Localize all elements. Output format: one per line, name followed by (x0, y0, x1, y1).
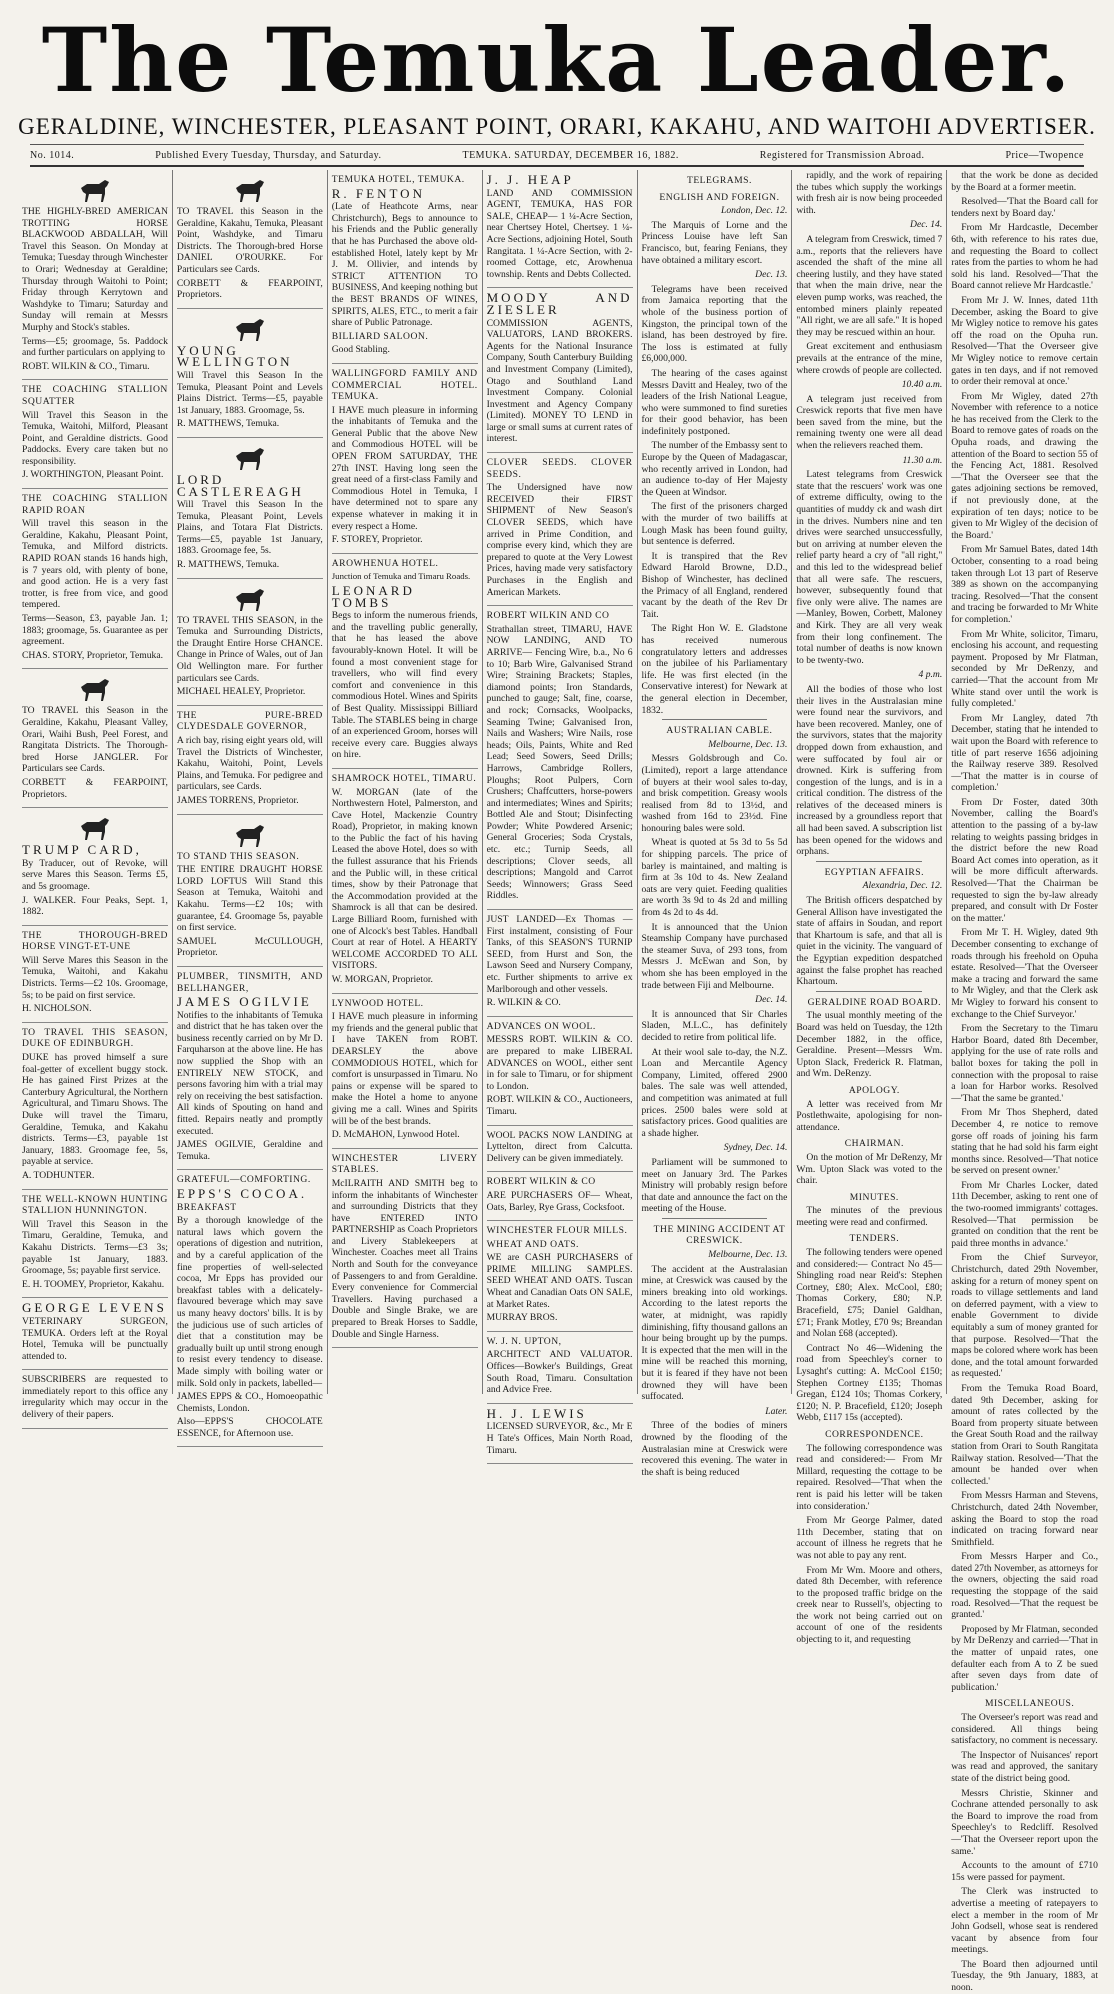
advert-lord-loftus (177, 815, 323, 967)
news-paragraph: From Mr Langley, dated 7th December, stating that he intended to wait upon the Board with reference to title of part reserve 1656 adjoining the Railway reserve 389. Resolved—'That the matter is in course of completion.' (951, 712, 1098, 794)
registration-note: Registered for Transmission Abroad. (759, 149, 925, 161)
advert-terms: Terms—£5; groomage, 5s. Paddock and further particulars on applying to (22, 335, 168, 359)
news-paragraph: Messrs Christie, Skinner and Cochrane attended personally to ask the Board to improve the road from Speechley's to Redcliff. Resolved—'That the Overseer report upon the same.' (951, 1787, 1098, 1857)
horse-icon (230, 821, 270, 849)
advert-text: By Traducer, out of Revoke, will serve Mares this Season. Terms £5, and 5s groomage. (22, 857, 168, 892)
advert-terms: Terms—Season, £3, payable Jan. 1; 1883; groomage, 5s. Guarantee as per agreement. (22, 613, 168, 648)
advert-squatter (22, 380, 168, 489)
advert-signature: JAMES EPPS & CO., Homoeopathic Chemists, London. (176, 1391, 323, 1414)
advert-subheading: WHEAT AND OATS. (486, 1238, 579, 1250)
advert-wool-packs (487, 1126, 633, 1173)
advert-signature: JAMES TORRENS, Proprietor. (176, 794, 299, 806)
advert-signature: A. TODHUNTER. (22, 1169, 95, 1181)
advert-text: Will Travel this Season In the Temuka, Pleasant Point, Levels Plains, and Totara Flat Districts. Terms—£5, payable 1st January, 1883. Groomage fee, 5s. (176, 499, 323, 557)
news-paragraph: From Mr Thos Shepherd, dated December 4, re notice to remove gorse off roads of joining his farm stating that he had sold his farm eight months since. Resolved—'That notice be served on present owner.' (951, 1107, 1098, 1177)
advert-signature: MURRAY BROS. (486, 1312, 558, 1324)
advert-upton (487, 1332, 633, 1404)
minute-subheading: CORRESPONDENCE. (825, 1428, 924, 1440)
advert-epps-cocoa (177, 1170, 323, 1447)
news-paragraph: The following correspondence was read and considered:— From Mr Millard, requesting the cottage to be repaired. Resolved—'That when the rent is paid his letter will be taken into consideration.' (796, 1442, 943, 1512)
advert-heading: THE COACHING STALLION RAPID ROAN (22, 493, 168, 516)
advert-subheading: Junction of Temuka and Timaru Roads. (331, 571, 471, 582)
news-paragraph: From Messrs Harper and Co., dated 27th November, as attorneys for the owners, objecting the said road requesting the stoppage of the said road. Resolved—'That the request be granted.' (951, 1551, 1098, 1621)
divider (816, 991, 922, 992)
advert-text: Will Travel this Season in the Temuka, Waitohi, Milford, Pleasant Point, and Geraldine districts. Good Paddocks. Every care taken but no responsibility. (22, 409, 168, 467)
news-paragraph: The Right Hon W. E. Gladstone has received numerous congratulatory letters and addresses on the jubilee of his Parliamentary life. He was first elected (in the Conservative interest) for Newark at the general election in December, 1832. (641, 623, 788, 716)
advert-subheading: BREAKFAST (176, 1201, 237, 1213)
advert-text: ARE PURCHASERS OF— Wheat, Oats, Barley, Rye Grass, Cocksfoot. (486, 1189, 633, 1213)
news-paragraph: From the Chief Surveyor, Christchurch, dated 29th November, asking for a return of money spent on roads to village settlements and land on deferred payment, with a view to enable Government to divide equitably a sum of money granted for that purpose. Resolved—'That the maps be colored where work has been done, and the total amount forwarded as requested.' (951, 1252, 1098, 1380)
advert-heading: YOUNG WELLINGTON (176, 342, 293, 370)
news-paragraph: From Mr White, solicitor, Timaru, enclosing his account, and requesting payment. Proposed by Mr Flatman, seconded by Mr DeRenzy, and carried—'That the account from Mr White stand over until the work is fully completed.' (951, 628, 1098, 710)
news-paragraph: From Mr Samuel Bates, dated 14th October, consenting to a road being taken through Lot 13 part of Reserve 389 as shown on the accompanying tracing. Resolved—'That the consent and tracing be forwarded to Mr White for completion.' (951, 544, 1098, 625)
issue-info-bar (30, 144, 1084, 167)
advert-text: Strathallan street, TIMARU, HAVE NOW LANDING, AND TO ARRIVE— Fencing Wire, b.a., No 6 to 10; Barb Wire, Galvanised Strand Wire; Straining Brackets; Staples, diamond points; Iron Standards, punched to gauge; Salt, fine, coarse, and rock; Cornsacks, Woolpacks, Seaming Twine; Galvanised Iron, Nails and Washers; Wire Nails, rose heads; Oils, Paints, White and Red Lead; Seed Sowers, Seed Drills; Harrows, Cambridge Rollers, Ploughs; Root Pulpers, Corn Crushers; Chaffcutters, horse-powers and intermediates; Wines and Spirits; Bottled Ale and Stout; Disinfecting Powder; White Powdered Arsenic; General Groceries; Soda Crystals, etc. etc.; Turnip Seeds, all descriptions; Clover seeds, all descriptions; Mangold and Carrot Seeds; Winnowers; Grass Seed Riddles. (486, 623, 633, 902)
column-2 (173, 170, 328, 1439)
advert-name: W. J. N. UPTON, (486, 1335, 562, 1347)
minute-subheading: TENDERS. (849, 1233, 900, 1245)
news-paragraph: A telegram just received from Creswick reports that five men have been saved from the mine, but the remaining twenty one were all dead when the relievers reached them. (796, 393, 943, 452)
divider (662, 1218, 768, 1219)
news-paragraph: The hearing of the cases against Messrs Davitt and Healey, two of the leaders of the Irish National League, who were summoned to find sureties for their good behavior, has been indefinitely postponed. (641, 367, 788, 437)
news-paragraph: At their wool sale to-day, the N.Z. Loan and Mercantile Agency Company, Limited, offered 2900 bales. The sale was well attended, and competition was animated at full prices. 2500 bales were sold at satisfactory prices. Good qualities are a shade higher. (641, 1046, 788, 1139)
advert-text: ARCHITECT AND VALUATOR. Offices—Bowker's Buildings, Great South Road, Timaru. Consultation and Advice Free. (486, 1349, 633, 1396)
section-heading-telegrams: TELEGRAMS. (686, 175, 752, 186)
horse-icon (230, 315, 270, 343)
advert-heap (487, 170, 633, 288)
masthead (0, 0, 1114, 172)
news-paragraph: From the Secretary to the Timaru Harbor Board, dated 8th December, applying for the use of rate rolls and ballot boxes for taking the poll in connection with the proposal to raise a loan for Harbor works. Resolved—'That the same be granted.' (951, 1023, 1098, 1104)
advert-signature: JAMES OGILVIE, Geraldine and Temuka. (176, 1139, 323, 1162)
advert-text: SUBSCRIBERS are requested to immediately report to this office any irregularity which may occur in the delivery of their papers. (22, 1374, 168, 1421)
advert-footer: Good Stabling. (331, 344, 390, 356)
advert-heading: WINCHESTER LIVERY STABLES. (331, 1152, 478, 1176)
advert-winchester-livery (332, 1149, 478, 1349)
advert-text: WE are CASH PURCHASERS of PRIME MILLING SAMPLES. SEED WHEAT AND OATS. Tuscan Wheat and Canadian Oats ON SALE, at Market Rates. (486, 1252, 633, 1310)
divider (662, 719, 768, 720)
advert-wallingford-hotel (332, 364, 478, 554)
news-paragraph: All the bodies of those who lost their lives in the Australasian mine were found near the survivors, and have been recovered. Manley, one of the survivors, states that the majority dropped down from exhaustion, and were suffocated by foul air or drowned. Kirk is suffering from congestion of the lungs, and is in a critical condition. The distress of the relatives of the deceased miners is increased by a groundless report that all had been saved. A subscription list has been opened for the widows and orphans. (796, 683, 943, 858)
advert-chance (177, 579, 323, 706)
column-6 (792, 170, 947, 1646)
advert-signature: MICHAEL HEALEY, Proprietor. (176, 686, 306, 698)
news-paragraph: The Board then adjourned until Tuesday, the 9th January, 1883, at noon. (951, 1958, 1098, 1994)
advert-signature: ROBT. WILKIN & CO., Auctioneers, Timaru. (486, 1094, 633, 1117)
minute-subheading: MINUTES. (849, 1191, 899, 1203)
advert-text: TO TRAVEL THIS SEASON, in the Temuka and Surrounding Districts, the Draught Entire Horse CHANCE. Change in Prince of Wales, out of Jan Old Wellington mare. For further particulars see Cards. (176, 614, 323, 684)
advert-young-wellington (177, 309, 323, 438)
column-3 (328, 170, 483, 1394)
advert-name: R. FENTON (331, 185, 425, 201)
advert-daniel-orourke (177, 170, 323, 309)
news-paragraph: The number of the Embassy sent to Europe by the Queen of Madagascar, who recently arrived in London, had an audience to-day of Her Majesty the Queen at Windsor. (641, 440, 788, 498)
horse-icon (75, 176, 115, 204)
advert-text: Will Serve Mares this Season in the Temuka, Waitohi, and Kakahu Districts. Terms—£2 10s. Groomage, 5s; to be paid on first service. (22, 954, 168, 1001)
advert-text: COMMISSION AGENTS, VALUATORS, LAND BROKERS. Agents for the National Insurance Company, South Canterbury Building and Investment Company (Limited), Otago and Southland Land Investment Company. Colonial Investment and Agency Company (Limited). MONEY TO LEND in large or small sums at current rates of interest. (486, 317, 633, 445)
issue-number: No. 1014. (30, 149, 75, 161)
news-paragraph: From Messrs Harman and Stevens, Christchurch, dated 24th November, asking the Board to stop the road indicated on tracing forward near Smithfield. (951, 1490, 1098, 1548)
advert-text: (Late of Heathcote Arms, near Christchurch), Begs to announce to his Friends and the Public generally that he has Purchased the above old-established Hotel, lately kept by Mr J. M. Ollivier, and intends by STRICT ATTENTION TO BUSINESS, And keeping nothing but the BEST BRANDS OF WINES, SPIRITS, ALES, ETC., to merit a fair share of Public Patronage. (331, 201, 478, 329)
subscribers-notice (22, 1370, 168, 1428)
advert-name: J. J. HEAP (486, 172, 574, 187)
advert-text: By a thorough knowledge of the natural laws which govern the operations of digestion and nutrition, and by a careful application of the fine properties of well-selected cocoa, Mr Epps has provided our breakfast tables with a delicately-flavoured beverage which may save us many heavy doctors' bills. It is by the judicious use of such articles of diet that a constitution may be gradually built up until strong enough to resist every tendency to disease. Made simply with boiling water or milk. Sold only in packets, labelled— (176, 1215, 323, 1389)
advert-clover-seeds (487, 453, 633, 606)
advert-text: DUKE has proved himself a sure foal-getter of excellent buggy stock. He has gained First Prizes at the Canterbury Agricultural, the Northern Agricultural, and Timaru Shows. The Duke will travel the Timaru, Geraldine, Temuka, and Kakahu districts. Terms—£3, payable 1st January, 1883. Groomage fee, 5s, payable at service. (22, 1052, 168, 1168)
news-paragraph: Three of the bodies of miners drowned by the flooding of the Australasian mine at Creswick were recovered this evening. The water in the shaft is being reduced (641, 1420, 788, 1478)
advert-winchester-flour-mills (487, 1221, 633, 1332)
news-paragraph: Wheat is quoted at 5s 3d to 5s 5d for shipping parcels. The price of barley is maintained, and malting is firm at 3s 10d to 4s. New Zealand oats are very quiet. Feeding qualities are worth 3s 9d to 4s 2d and milling from 4s 2d to 4s 4d. (641, 837, 788, 919)
news-paragraph: The first of the prisoners charged with the murder of two bailiffs at Lough Mask has been found guilty, but sentence is deferred. (641, 501, 788, 548)
advert-signature: J. WALKER. Four Peaks, Sept. 1, 1882. (22, 894, 168, 918)
dateline: 10.40 a.m. (901, 379, 943, 391)
advert-name: LEONARD TOMBS (331, 583, 415, 610)
price: Price—Twopence (1005, 149, 1084, 161)
dateline: 4 p.m. (918, 669, 943, 681)
advert-duke-of-edinburgh (22, 1023, 168, 1190)
news-paragraph: The Clerk was instructed to advertise a meeting of ratepayers to elect a member in the room of Mr John Godsell, whose seat is rendered vacant by absence from four meetings. (951, 1886, 1098, 1956)
news-paragraph: From Dr Foster, dated 30th November, calling the Board's attention to the passing of a by-law relating to weights passing bridges in the district before the new Road Board Act comes into operation, as it will be more difficult afterwards. Resolved—'That the Chairman be requested to sign the by-law already prepared, and consult with Dr Foster on the matter.' (951, 796, 1098, 924)
news-paragraph: It is transpired that the Rev Edward Harold Browne, D.D., Bishop of Winchester, has declined the Primacy of all England, rendered vacant by the death of the Rev Dr Tait. (641, 550, 788, 620)
news-paragraph: Great excitement and enthusiasm prevails at the entrance of the mine, where crowds of people are collected. (796, 341, 943, 376)
advert-text: MESSRS ROBT. WILKIN & CO. are prepared to make LIBERAL ADVANCES on WOOL, either sent in for sale to Timaru, or for shipment to London. (486, 1034, 633, 1092)
advert-heading: TRUMP CARD, (22, 842, 142, 858)
advert-heading: SHAMROCK HOTEL, TIMARU. (331, 772, 477, 784)
advert-text: THE HIGHLY-BRED AMERICAN TROTTING HORSE BLACKWOOD ABDALLAH, Will Travel this Season. On Monday at Temuka; Tuesday through Winchester to Orari; Wednesday at Geraldine; Thursday through Waitohi to Point; Friday through Kerrytown and Washdyke to Timaru; Saturday and Sunday will remain at Messrs Murphy and Stock's stables. (22, 206, 168, 333)
horse-icon (230, 585, 270, 613)
advert-signature: CORBETT & FEARPOINT, Proprietors. (176, 277, 323, 301)
advert-text: I HAVE much pleasure in informing the inhabitants of Temuka and the General Public that the above New and Commodious HOTEL will be OPEN FROM SATURDAY, THE 27th INST. Having long seen the great need of a first-class Family and Commodious Hotel in Temuka, I have determined not to spare any expense whatever in making it in every respect a Home. (331, 404, 478, 532)
advert-advances-on-wool (487, 1017, 633, 1126)
section-heading-mining-accident: THE MINING ACCIDENT AT CRESWICK. (653, 1223, 786, 1247)
news-paragraph: From the Temuka Road Board, dated 9th December, asking for amount of rates collected by the Board from property situate between the Great South Road and the railway station from Orari to South Rangitata Railway station. Resolved—'That the amount be handed over when collected.' (951, 1382, 1098, 1487)
page-columns (18, 170, 1102, 1994)
news-paragraph: The Overseer's report was read and considered. All things being satisfactory, no comment is necessary. (951, 1712, 1098, 1747)
horse-icon (230, 176, 270, 204)
advert-text: JUST LANDED—Ex Thomas — First instalment, consisting of Four Tanks, of this SEASON'S TURNIP SEED, from Hurst and Son, the Lawson Seed and Nursery Company, etc. Further shipments to arrive ex Marlborough and other vessels. (486, 914, 633, 995)
advert-text: Notifies to the inhabitants of Temuka and district that he has taken over the business recently carried on by Mr D. Farquharson at the above line. He has now supplied the Shop with an ENTIRELY NEW STOCK, and persons favoring him with a trial may rely on receiving the best satisfaction. All kinds of Spouting on hand and fitted. Repairs neatly and promptly executed. (176, 1009, 323, 1137)
news-paragraph: The accident at the Australasian mine, at Creswick was caused by the miners breaking into old workings. According to the latest reports the water, at midnight, was rapidly diminishing, fifty thousand gallons an hour being brought up by the pumps. It is expected that the men will in the mine will be reached this morning, but it is feared if they have not been drowned they will have been suffocated. (641, 1263, 788, 1403)
advert-heading: WINCHESTER FLOUR MILLS. (486, 1225, 628, 1237)
divider (816, 861, 922, 862)
advert-text: The Undersigned have now RECEIVED their FIRST SHIPMENT of New Season's CLOVER SEEDS, which have arrived in Prime Condition, and comprise every kind, which they are prepared to quote at the Very Lowest Prices, having made very satisfactory Purchases in the English and American Markets. (486, 482, 633, 598)
section-heading-egyptian-affairs: EGYPTIAN AFFAIRS. (824, 866, 925, 878)
section-heading-australian-cable: AUSTRALIAN CABLE. (666, 725, 773, 737)
horse-icon (75, 675, 115, 703)
news-paragraph: Latest telegrams from Creswick state that the rescuers' work was one of extreme difficulty, owing to the quantities of muddy ck and wash dirt in the drives. Numbers nine and ten drives were searched unsuccessfully, but on arriving at number eleven the relief party heard a cry of "all right," and this led to the widespread belief that all were safe. The rescuers, however, subsequently found that five only were alive. The names are—Manley, Bowen, Corbett, Maloney and Kirk. They are all very weak from their long confinement. The total number of deaths is now known to be twenty-two. (796, 469, 943, 666)
news-paragraph: The Inspector of Nuisances' report was read and approved, the sanitary state of the district being good. (951, 1749, 1098, 1784)
news-paragraph: On the motion of Mr DeRenzy, Mr Wm. Upton Slack was voted to the chair. (796, 1151, 943, 1187)
advert-signature: R. MATTHEWS, Temuka. (176, 559, 280, 571)
advert-heading: LORD CASTLEREAGH (176, 471, 304, 499)
dateline: Melbourne, Dec. 13. (708, 1249, 788, 1261)
advert-heading: WALLINGFORD FAMILY AND COMMERCIAL HOTEL. TEMUKA. (331, 367, 478, 403)
news-paragraph: Parliament will be summoned to meet on January 3rd. The Parkes Ministry will probably resign before that date and announce the fact on the meeting of the House. (641, 1156, 788, 1215)
advert-text: LICENSED SURVEYOR, &c., Mr E H Tate's Offices, Main North Road, Timaru. (486, 1421, 633, 1456)
advert-signature: R. MATTHEWS, Temuka. (176, 418, 280, 430)
news-paragraph: It is announced that the Union Steamship Company have purchased the steamer Suva, of 293 tons, from Messrs J. McEwan and Son, by whom she has been employed in the trade between Fiji and Melbourne. (641, 921, 788, 991)
advert-temuka-hotel (332, 170, 478, 364)
news-paragraph: From Mr Hardcastle, December 6th, with reference to his rates due, and requesting the Board to collect rates from the parties to whom he had sold his land. Resolved—'That the Board cannot relieve Mr Hardcastle.' (951, 222, 1098, 292)
news-paragraph: The British officers despatched by General Allison have investigated the state of affairs in Soudan, and report that Khartoum is safe, and that all is quiet in the vicinity. The vanguard of the Egyptian expedition despatched against the false prophet has reached Khartoum. (796, 895, 943, 988)
minute-subheading: CHAIRMAN. (844, 1138, 904, 1150)
advert-moody-ziesler (487, 288, 633, 453)
advert-text: A rich bay, rising eight years old, will Travel the Districts of Winchester, Kakahu, Waitohi, Point, Levels Plains, and Temuka. For pedigree and particulars, see Cards. (176, 735, 323, 793)
news-paragraph: Accounts to the amount of £710 15s were passed for payment. (951, 1860, 1098, 1883)
advert-name: EPPS'S COCOA. (176, 1186, 308, 1201)
news-paragraph: Telegrams have been received from Jamaica reporting that the whole of the business portion of Kingston, the principal town of the island, has been destroyed by fire. The loss is estimated at fully £6,000,000. (641, 283, 788, 365)
advert-name: ROBERT WILKIN AND CO (486, 610, 610, 622)
advert-text: TO TRAVEL this Season in the Geraldine, Kakahu, Temuka, Pleasant Point, Washdyke, and Timaru Districts. The Thorough-bred Horse DANIEL O'ROURKE. For Particulars see Cards. (176, 206, 323, 275)
newspaper-subtitle: GERALDINE, WINCHESTER, PLEASANT POINT, ORARI, KAKAHU, AND WAITOHI ADVERTISER. (18, 114, 1096, 139)
news-paragraph: rapidly, and the work of repairing the tubes which supply the workings with fresh air is now being proceeded with. (796, 170, 943, 216)
news-paragraph: From Mr Wm. Moore and others, dated 8th December, with reference to the proposed traffic bridge on the creek near to Russell's, objecting to the work not being carried out on account of one of the residents objecting to it, and requesting (796, 1564, 943, 1646)
advert-signature: ROBT. WILKIN & CO., Timaru. (22, 360, 150, 372)
advert-heading: THE PURE-BRED CLYDESDALE GOVERNOR, (176, 709, 323, 733)
advert-text: THE ENTIRE DRAUGHT HORSE LORD LOFTUS Will Stand this Season at Temuka, Waitohi and Kakahu. Terms—£2 10s; with guarantee, £4. Groomage 5s, payable on first service. (176, 864, 323, 934)
dateline: Dec. 13. (755, 269, 788, 281)
horse-icon (75, 814, 115, 842)
dateline: London, Dec. 12. (721, 205, 788, 217)
news-paragraph: The minutes of the previous meeting were read and confirmed. (796, 1205, 943, 1228)
advert-name: MOODY AND ZIESLER (486, 290, 633, 317)
advert-heading: ADVANCES ON WOOL. (486, 1020, 596, 1032)
column-4 (483, 170, 638, 1456)
advert-text: I HAVE much pleasure in informing my friends and the general public that I have TAKEN from ROBT. DEARSLEY the above COMMODIOUS HOTEL, which for comfort is unsurpassed in Timaru. No pains or expense will be spared to make the Hotel a home to anyone giving me a call. Wines and Spirits will be of the best brands. (331, 1011, 478, 1127)
advert-hunnington (22, 1190, 168, 1299)
news-paragraph: that the work be done as decided by the Board at a former meetin. (951, 170, 1098, 193)
advert-heading: TO STAND THIS SEASON. (176, 850, 300, 862)
dateline: 11.30 a.m. (902, 454, 943, 466)
advert-shamrock-hotel (332, 769, 478, 994)
advert-heading: TO TRAVEL THIS SEASON, DUKE OF EDINBURGH. (22, 1026, 168, 1050)
advert-vingt-et-une (22, 926, 168, 1023)
minute-subheading: APOLOGY. (848, 1084, 900, 1096)
advert-lynwood-hotel (332, 994, 478, 1149)
section-heading-geraldine-road-board: GERALDINE ROAD BOARD. (807, 996, 941, 1008)
news-paragraph: Proposed by Mr Flatman, seconded by Mr DeRenzy and carried—'That in the matter of unpaid rates, one defaulter each from A to Z be sued after seven days from date of publication.' (951, 1623, 1098, 1693)
advert-signature: H. NICHOLSON. (22, 1003, 92, 1015)
advert-heading: CLOVER SEEDS. CLOVER SEEDS. (486, 457, 633, 480)
advert-name: JAMES OGILVIE (176, 994, 312, 1010)
newspaper-title: The Temuka Leader. (41, 8, 1073, 112)
dateline: Alexandria, Dec. 12. (862, 880, 943, 892)
advert-heading: AROWHENUA HOTEL. (331, 557, 439, 569)
advert-jangler (22, 669, 168, 808)
news-paragraph: From Mr T. H. Wigley, dated 9th December consenting to exchange of roads through his freehold on Opuha estate. Resolved—'That the Overseer make a tracing and forward the same to Mr Wigley, and that the Clerk ask Mr Wigley to forward his consent to exchange to the Chief Surveyor.' (951, 927, 1098, 1020)
advert-text: WOOL PACKS NOW LANDING at Lyttelton, direct from Calcutta. Delivery can be given immediately. (486, 1129, 633, 1164)
advert-signature: R. WILKIN & CO. (486, 997, 561, 1009)
news-paragraph: The following tenders were opened and considered:— Contract No 45—Shingling road near Reid's: Stephen Cortney, £80; Alex. McCool, £80; Thomas Corkery, £80; N.P. Bracefield, £75; Daniel Galdhan, £71; Frank Motley, £70 9s; Breandan and Nolan £68 (accepted). (796, 1247, 943, 1340)
advert-heading: PLUMBER, TINSMITH, AND BELLHANGER, (176, 970, 323, 994)
dateline: TEMUKA. SATURDAY, DECEMBER 16, 1882. (462, 149, 679, 161)
section-subheading: ENGLISH AND FOREIGN. (659, 191, 780, 203)
advert-signature: J. WORTHINGTON, Pleasant Point. (22, 469, 164, 481)
news-paragraph: The usual monthly meeting of the Board was held on Tuesday, the 12th December 1882, in the office, Geraldine. Present—Messrs Wm. Upton Slack, Frederick R. Flatman, and Wm. DeRenzy. (796, 1010, 943, 1080)
advert-text: TO TRAVEL this Season in the Geraldine, Kakahu, Pleasant Valley, Orari, Waihi Bush, Peel Forest, and Rangitata Districts. The Thorough-bred Horse JANGLER. For Particulars see Cards. (22, 705, 168, 775)
advert-text: LAND AND COMMISSION AGENT, TEMUKA, HAS FOR SALE, CHEAP— 1 ¼-Acre Section, near Chertsey Hotel, Chertsey. 1 ¼-Acre Sections, adjoining Hotel, South Rangitata. 1 ¼-Acre Section, with 2-roomed Cottage, etc, Arowhenua township. Rents and Debts Collected. (486, 187, 633, 280)
news-paragraph: From Mr Charles Locker, dated 11th December, asking to rent one of the two-roomed immigrants' cottages. Resolved—'That permission be granted on condition that the rent be paid three months in advance.' (951, 1179, 1098, 1249)
advert-signature: CORBETT & FEARPOINT, Proprietors. (22, 776, 168, 800)
horse-icon (230, 444, 270, 472)
advert-text: W. MORGAN (late of the Northwestern Hotel, Palmerston, and Cave Hotel, Mackenzie Country Road), Proprietor, in making known to the Public the fact of his having Leased the above Hotel, does so with the fullest assurance that his Friends and the Public will, in these critical times, show by their Patronage that the Accommodation provided at the Shamrock is all that can be desired. Large Billiard Room, furnished with one of Alcock's best Tables. Handball Court at rear of Hotel. A HEARTY WELCOME ACCORDED TO ALL VISITORS. (331, 786, 478, 972)
advert-heading: THE WELL-KNOWN HUNTING STALLION HUNNINGTON. (22, 1193, 168, 1217)
news-paragraph: The Marquis of Lorne and the Princess Louise have left San Francisco, but, fearing Fenians, they have obtained a military escort. (641, 219, 788, 266)
advert-rapid-roan (22, 489, 168, 669)
news-paragraph: From Mr Wigley, dated 27th November with reference to a notice he has received from the Clerk to the Board to remove gates of roads on the Opuha roads, and drawing the attention of the Board to section 55 of the Fencing Act, 1881. Resolved—'That the Overseer see that the gates adjoining sections be removed, if not previously done, at the expiration of ten days; notice to be given to Mr Wigley of the decision of the Board.' (951, 390, 1098, 541)
column-5-telegrams (638, 170, 793, 1478)
news-paragraph: It is announced that Sir Charles Sladen, M.L.C., has definitely decided to retire from political life. (641, 1008, 788, 1043)
advert-robert-wilkin (487, 606, 633, 910)
advert-lord-castlereagh (177, 438, 323, 579)
advert-text: Will travel this season in the Geraldine, Kakahu, Pleasant Point, Temuka, and Milford districts. RAPID ROAN stands 16 hands high, is 7 years old, with plenty of bone, and good action. He is a very fast trotter, is free from vice, and good tempered. (22, 518, 168, 611)
minute-subheading: MISCELLANEOUS. (984, 1698, 1075, 1710)
advert-signature: E. H. TOOMEY, Proprietor, Kakahu. (22, 1278, 165, 1290)
advert-text: Begs to inform the numerous friends, and the travelling public generally, that he has leased the above favourably-known Hotel. It will be found a most convenient stage for travellers, who will find every comfort and convenience in this commodious Hotel. Wines and Spirits of Best Quality. Mississippi Billiard Table. The STABLES being in charge of an experienced Groom, horses will receive every care. Buggies always on hire. (331, 610, 478, 761)
advert-heading: THE COACHING STALLION SQUATTER (22, 384, 168, 407)
advert-arowhenua-hotel (332, 554, 478, 769)
advert-text: VETERINARY SURGEON, TEMUKA. Orders left at the Royal Hotel, Temuka will be punctually attended to. (22, 1315, 168, 1362)
news-paragraph: Contract No 46—Widening the road from Speechley's corner to Lysaght's cutting: A. McCool £150; Stephen Cortney £135; Thomas Gregan, £124 10s; Thomas Corkery, £120; N. P. Bracefield, £120; Joseph Webb, £117 15s (accepted). (796, 1342, 943, 1424)
advert-footer: Also—EPPS'S CHOCOLATE ESSENCE, for Afternoon use. (176, 1416, 323, 1439)
advert-name: ROBERT WILKIN & CO (486, 1176, 596, 1188)
advert-signature: F. STOREY, Proprietor. (331, 534, 423, 546)
advert-heading: TEMUKA HOTEL, TEMUKA. (331, 174, 465, 185)
news-paragraph: From Mr George Palmer, dated 11th December, stating that on account of illness he regrets that he was not able to pay any rent. (796, 1515, 943, 1561)
column-7 (947, 170, 1102, 1994)
advert-governor (177, 706, 323, 815)
dateline: Dec. 14. (910, 219, 943, 231)
column-1 (18, 170, 173, 1421)
advert-james-ogilvie (177, 967, 323, 1171)
advert-lewis (487, 1404, 633, 1464)
advert-signature: D. McMAHON, Lynwood Hotel. (331, 1129, 460, 1141)
news-paragraph: Resolved—'That the Board call for tenders next by Board day.' (951, 196, 1098, 219)
advert-wilkin-purchasers (487, 1172, 633, 1221)
advert-signature: W. MORGAN, Proprietor. (331, 974, 433, 985)
dateline: Later. (765, 1405, 788, 1417)
dateline: Melbourne, Dec. 13. (708, 738, 788, 750)
dateline: Sydney, Dec. 14. (723, 1142, 788, 1154)
advert-heading: GRATEFUL—COMFORTING. (176, 1174, 311, 1186)
advert-text: Will Travel this Season In the Temuka, Pleasant Point and Levels Plains District. Terms—£5, payable 1st January, 1883. Groomage, 5s. (176, 369, 323, 416)
advert-turnip-seed (487, 910, 633, 1017)
news-paragraph: From Mr J. W. Innes, dated 11th December, asking the Board to give Mr Wigley notice to remove his gates off the road on the Opuha run. Resolved—'That the Overseer give Mr Wigley notice to remove certain gates in ten days, and if not removed to order their removal at once.' (951, 294, 1098, 388)
news-paragraph: A telegram from Creswick, timed 7 a.m., reports that the relievers have ascended the shaft of the mine all cheering lustily, and they have stated that when the main drive, near the eleven pump works, was reached, the entombed miners plainly repeated "All right, we are all safe." It is hoped they may be rescued within an hour. (796, 233, 943, 338)
news-paragraph: Messrs Goldsbrough and Co. (Limited), report a large attendance of buyers at their wool sales to-day, and brisk competition. Greasy wools realised from 8d to 13½d, and washed from 16d to 23½d. Fine honouring bales were sold. (641, 753, 788, 834)
advert-subheading: BILLIARD SALOON. (331, 330, 429, 342)
news-paragraph: A letter was received from Mr Postlethwaite, apologising for non-attendance. (796, 1098, 943, 1133)
advert-george-levens (22, 1298, 168, 1370)
advert-heading: LYNWOOD HOTEL. (331, 997, 424, 1009)
advert-blackwood-abdallah (22, 170, 168, 380)
advert-heading: THE THOROUGH-BRED HORSE VINGT-ET-UNE (22, 929, 168, 953)
advert-trump-card (22, 808, 168, 926)
publication-schedule: Published Every Tuesday, Thursday, and Saturday. (155, 149, 382, 161)
advert-text: Will Travel this Season in the Timaru, Geraldine, Temuka, and Kakahu Districts. Terms—£3 3s; payable 1st January, 1883. Groomage, 5s; payable first service. (22, 1218, 168, 1277)
dateline: Dec. 14. (755, 994, 788, 1006)
advert-signature: SAMUEL McCULLOUGH, Proprietor. (176, 935, 323, 959)
advert-heading: GEORGE LEVENS (22, 1300, 167, 1316)
advert-name: H. J. LEWIS (486, 1405, 587, 1421)
advert-text: McILRAITH AND SMITH beg to inform the inhabitants of Winchester and surrounding Districts that they have ENTERED INTO PARTNERSHIP as Coach Proprietors and Livery Stablekeepers at Winchester. Coaches meet all Trains North and South for the conveyance of Passengers to and from Geraldine. Every convenience for Commercial Travellers. Having purchased a Double and Single Brake, we are prepared to Break Horses to Saddle, Double and Single Harness. (331, 1177, 478, 1340)
advert-signature: CHAS. STORY, Proprietor, Temuka. (22, 649, 163, 661)
